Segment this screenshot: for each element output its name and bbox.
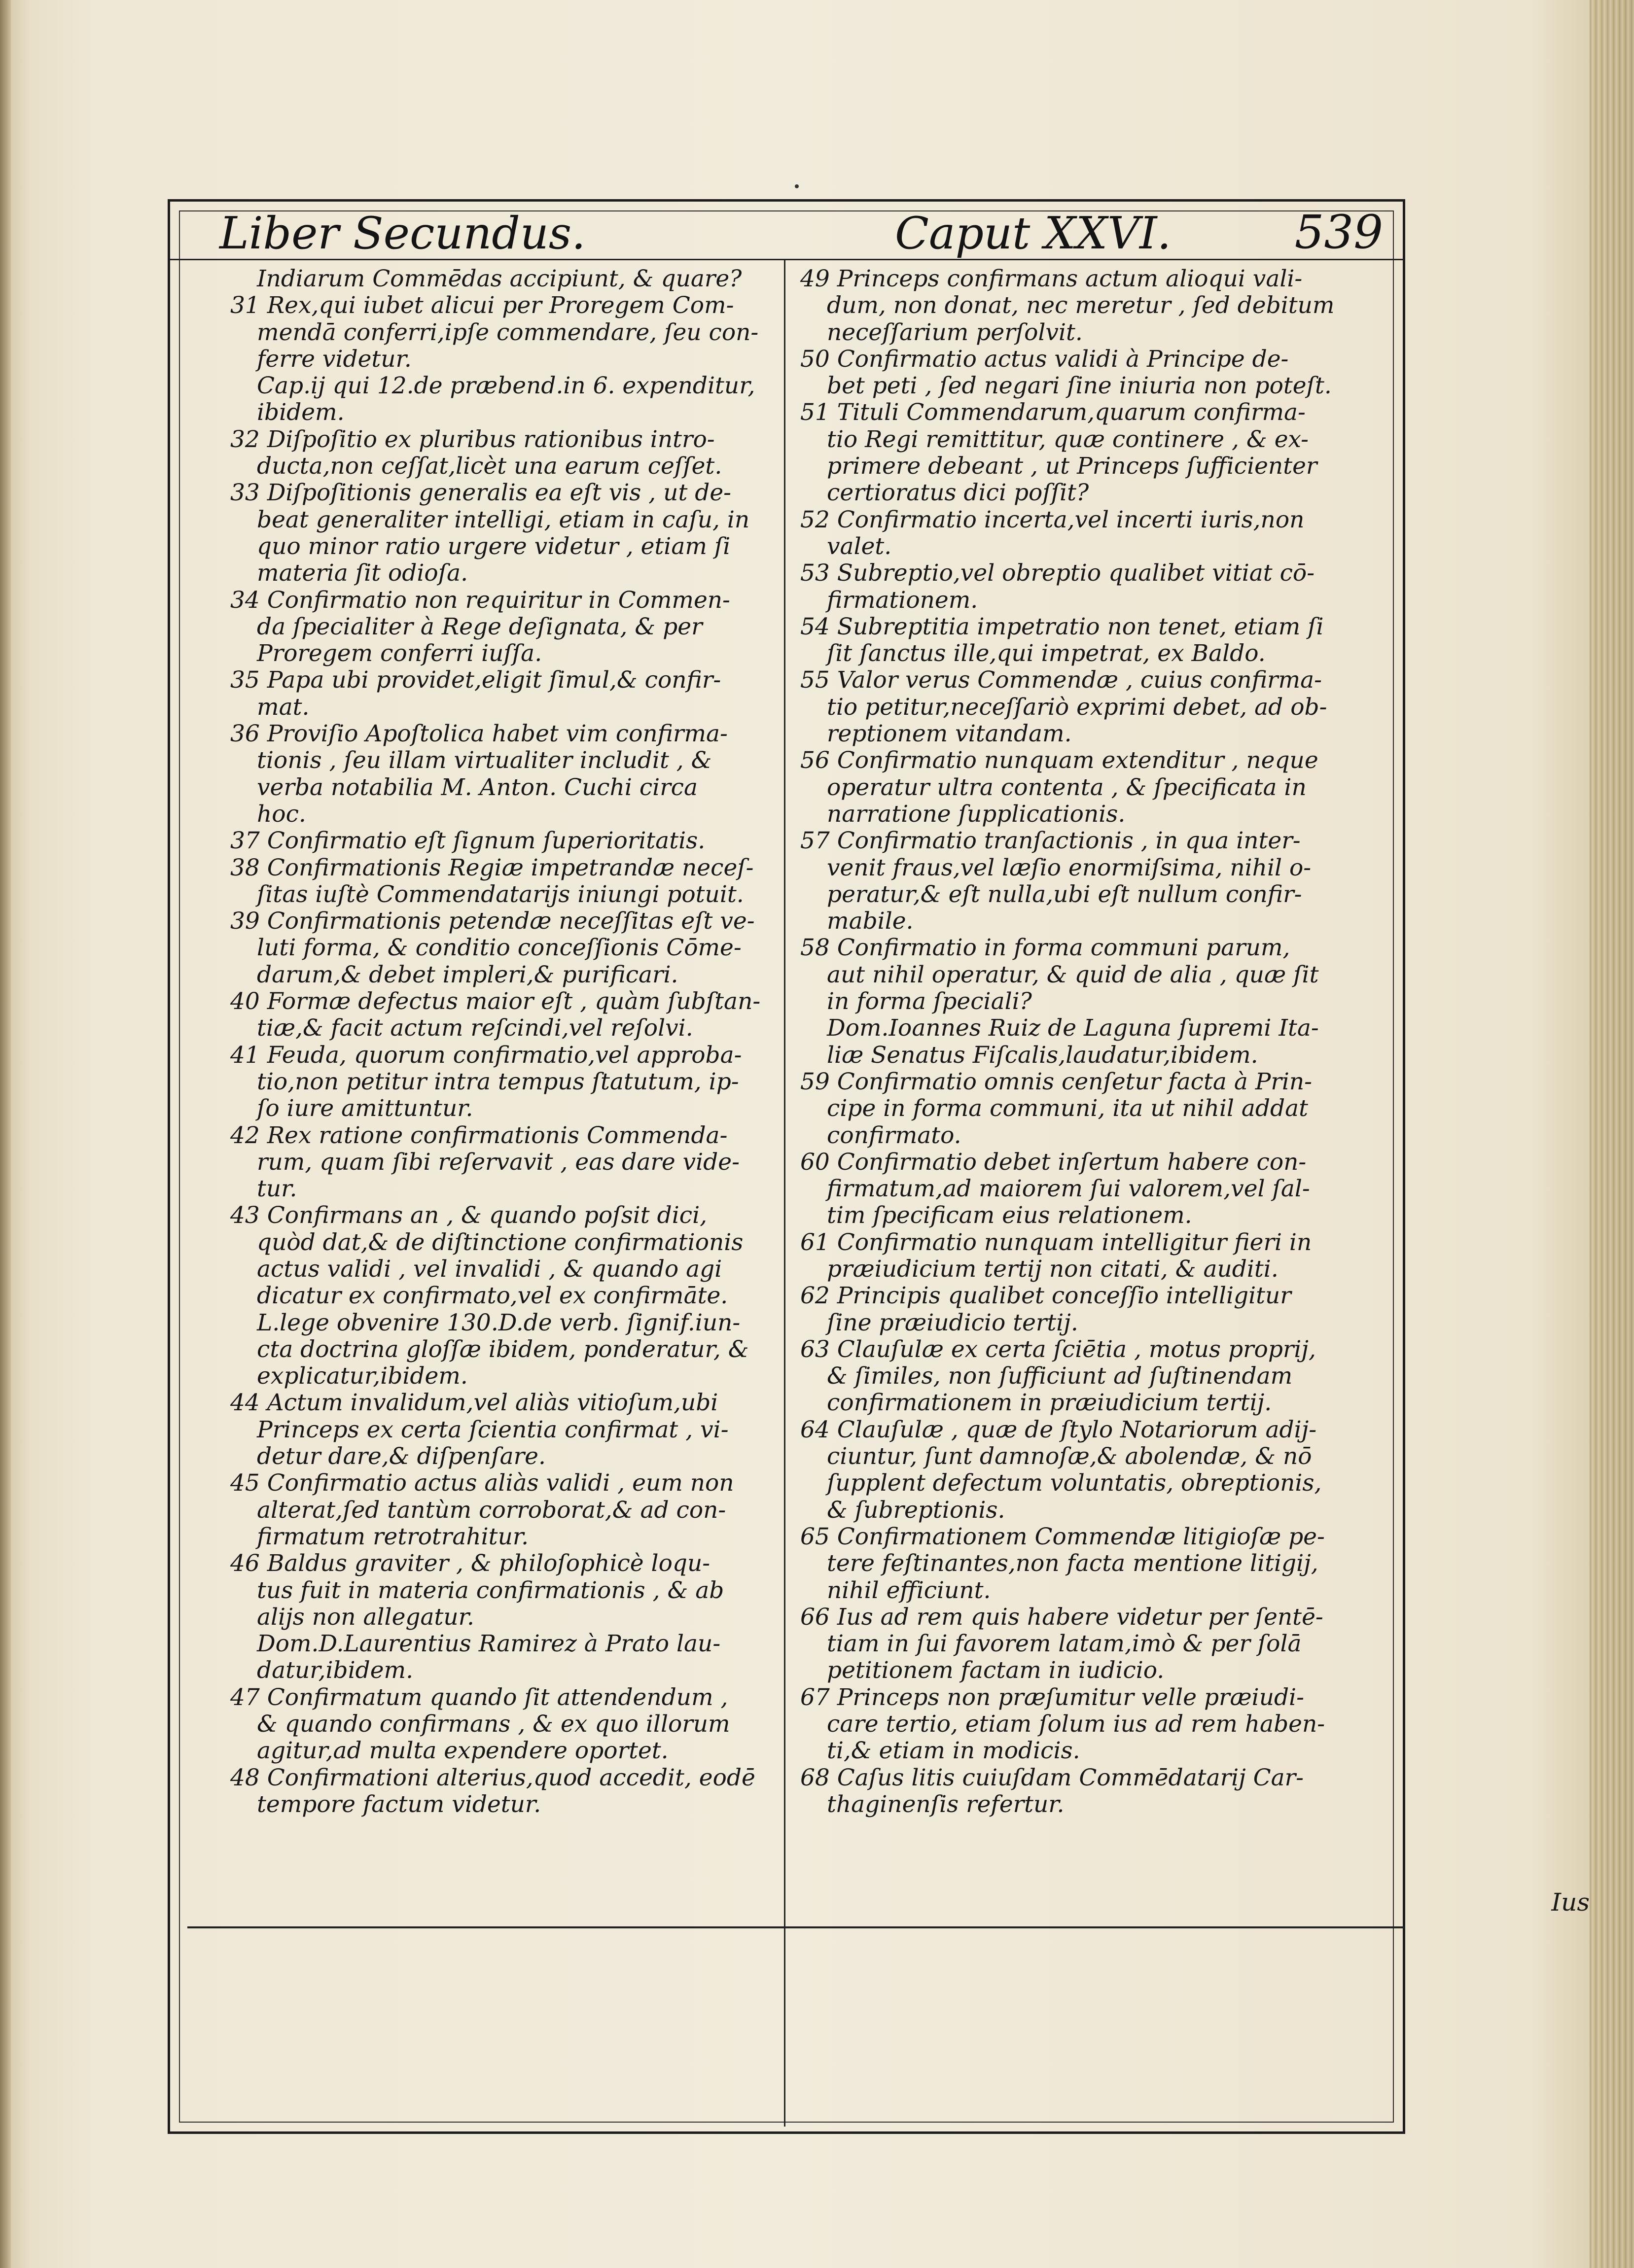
index-line: explicatur,ibidem. <box>257 1362 468 1390</box>
index-line: Dom.Ioannes Ruiz de Laguna ſupremi Ita- <box>827 1014 1319 1042</box>
index-line: 47 Confirmatum quando ſit attendendum , <box>230 1683 728 1711</box>
index-line: Princeps ex certa ſcientia confirmat , vi- <box>257 1416 729 1443</box>
printer-mark <box>795 184 799 188</box>
index-line: confirmationem in præiudicium tertij. <box>827 1389 1272 1417</box>
index-line: firmationem. <box>827 586 978 614</box>
index-line: rum, quam ſibi reſervavit , eas dare vide- <box>257 1148 740 1176</box>
index-line: 41 Feuda, quorum confirmatio,vel approba- <box>230 1041 742 1069</box>
index-line: care tertio, etiam ſolum ius ad rem haben- <box>827 1710 1325 1738</box>
index-line: L.lege obvenire 130.D.de verb. ſignif.iun- <box>257 1309 741 1336</box>
index-line: 32 Diſpoſitio ex pluribus rationibus intro- <box>230 425 715 453</box>
index-line: dicatur ex confirmato,vel ex confirmāte. <box>257 1282 728 1310</box>
index-line: firmatum,ad maiorem ſui valorem,vel ſal- <box>827 1175 1310 1203</box>
index-line: Dom.D.Laurentius Ramirez à Prato lau- <box>257 1630 721 1658</box>
index-line: 48 Confirmationi alterius,quod accedit, eodē <box>230 1764 755 1791</box>
index-line: ti,& etiam in modicis. <box>827 1737 1080 1765</box>
index-line: Indiarum Commēdas accipiunt, & quare? <box>257 265 742 292</box>
index-line: ſit ſanctus ille,qui impetrat, ex Baldo. <box>827 640 1266 667</box>
index-line: tim ſpecificam eius relationem. <box>827 1202 1192 1229</box>
index-line: 50 Confirmatio actus validi à Principe de- <box>800 345 1289 373</box>
index-line: ferre videtur. <box>257 345 412 373</box>
index-line: 33 Diſpoſitionis generalis ea eſt vis , ut de- <box>230 479 732 507</box>
index-line: aut nihil operatur, & quid de alia , quæ ſit <box>827 961 1319 988</box>
index-line: primere debeant , ut Princeps ſufficienter <box>827 453 1317 480</box>
index-line: 65 Confirmationem Commendæ litigioſæ pe- <box>800 1523 1325 1550</box>
index-line: petitionem factam in iudicio. <box>827 1657 1165 1684</box>
index-line: actus validi , vel invalidi , & quando agi <box>257 1255 722 1283</box>
index-line: 55 Valor verus Commendæ , cuius confirma- <box>800 666 1322 694</box>
index-line: 60 Confirmatio debet inſertum habere con- <box>800 1148 1307 1176</box>
index-line: nihil efficiunt. <box>827 1576 991 1604</box>
index-line: 66 Ius ad rem quis habere videtur per ſentē- <box>800 1603 1323 1631</box>
index-line: reptionem vitandam. <box>827 720 1072 748</box>
page-number: 539 <box>1294 206 1383 259</box>
column-divider <box>784 259 785 2127</box>
index-line: & ſimiles, non ſufficiunt ad ſuſtinendam <box>827 1362 1293 1390</box>
index-line: 63 Clauſulæ ex certa ſciētia , motus proprij, <box>800 1335 1316 1363</box>
index-line: alijs non allegatur. <box>257 1603 474 1631</box>
index-line: 59 Confirmatio omnis cenſetur facta à Prin- <box>800 1068 1313 1095</box>
index-line: mabile. <box>827 907 914 935</box>
index-line: quòd dat,& de diſtinctione confirmationis <box>257 1228 744 1256</box>
index-line: 39 Confirmationis petendæ neceſſitas eſt ve- <box>230 907 755 935</box>
index-line: 64 Clauſulæ , quæ de ſtylo Notariorum adij- <box>800 1416 1317 1443</box>
page-fore-edge <box>1590 0 1634 2268</box>
index-line: 42 Rex ratione confirmationis Commenda- <box>230 1121 728 1149</box>
index-line: 53 Subreptio,vel obreptio qualibet vitiat cō- <box>800 559 1315 587</box>
index-line: tio,non petitur intra tempus ſtatutum, ip- <box>257 1068 739 1095</box>
index-line: præiudicium tertij non citati, & auditi. <box>827 1255 1279 1283</box>
index-line: & quando confirmans , & ex quo illorum <box>257 1710 730 1738</box>
index-line: verba notabilia M. Anton. Cuchi circa <box>257 773 698 801</box>
index-line: 67 Princeps non præſumitur velle præiudi- <box>800 1683 1304 1711</box>
index-line: beat generaliter intelligi, etiam in caſu, in <box>257 506 750 533</box>
index-line: cipe in forma communi, ita ut nihil addat <box>827 1095 1308 1122</box>
index-line: 31 Rex,qui iubet alicui per Proregem Com- <box>230 292 734 319</box>
index-line: narratione ſupplicationis. <box>827 800 1126 828</box>
index-line: 56 Confirmatio nunquam extenditur , neque <box>800 747 1318 774</box>
index-line: 38 Confirmationis Regiæ impetrandæ neceſ- <box>230 854 754 881</box>
index-line: ciuntur, ſunt damnoſæ,& abolendæ, & nō <box>827 1443 1312 1470</box>
header-book-title: Liber Secundus. <box>219 208 586 259</box>
index-column-right <box>800 266 1377 1818</box>
index-line: materia ſit odioſa. <box>257 559 468 587</box>
index-line: 37 Confirmatio eſt ſignum ſuperioritatis. <box>230 827 706 855</box>
index-line: 45 Confirmatio actus aliàs validi , eum non <box>230 1469 734 1497</box>
index-line: ibidem. <box>257 399 345 426</box>
index-line: tiæ,& facit actum reſcindi,vel reſolvi. <box>257 1014 693 1042</box>
index-line: operatur ultra contenta , & ſpecificata in <box>827 773 1307 801</box>
index-line: 58 Confirmatio in forma communi parum, <box>800 934 1290 962</box>
index-line: peratur,& eſt nulla,ubi eſt nullum confir- <box>827 880 1302 908</box>
index-line: datur,ibidem. <box>257 1657 414 1684</box>
index-line: detur dare,& diſpenſare. <box>257 1443 546 1470</box>
index-line: & ſubreptionis. <box>827 1496 1005 1524</box>
index-line: alterat,ſed tantùm corroborat,& ad con- <box>257 1496 726 1524</box>
index-line: 49 Princeps confirmans actum alioqui vali- <box>800 265 1303 292</box>
index-line: 51 Tituli Commendarum,quarum confirma- <box>800 399 1306 426</box>
page-gutter-shadow <box>0 0 11 2268</box>
index-line: tio Regi remittitur, quæ continere , & ex- <box>827 425 1309 453</box>
index-line: certioratus dici poſſit? <box>827 479 1089 507</box>
index-line: darum,& debet impleri,& purificari. <box>257 961 678 988</box>
index-line: ſupplent defectum voluntatis, obreptionis, <box>827 1469 1322 1497</box>
index-line: mendā conferri,ipſe commendare, ſeu con- <box>257 318 759 346</box>
header-chapter-title: Caput XXVI. <box>895 208 1172 259</box>
index-line: da ſpecialiter à Rege deſignata, & per <box>257 613 703 640</box>
index-line: ſo iure amittuntur. <box>257 1095 473 1122</box>
index-line: ſitas iuſtè Commendatarijs iniungi potuit. <box>257 880 744 908</box>
index-line: 62 Principis qualibet conceſſio intelligitur <box>800 1282 1291 1310</box>
index-line: venit fraus,vel læſio enormiſsima, nihil o- <box>827 854 1312 881</box>
index-line: neceſſarium perſolvit. <box>827 318 1083 346</box>
index-line: in forma ſpeciali? <box>827 988 1032 1015</box>
index-line: hoc. <box>257 800 306 828</box>
index-line: agitur,ad multa expendere oportet. <box>257 1737 669 1765</box>
index-column-left <box>230 266 779 1818</box>
catchword: Ius <box>1551 1888 1590 1917</box>
index-line: 52 Confirmatio incerta,vel incerti iuris,non <box>800 506 1305 533</box>
index-line: bet peti , ſed negari ſine iniuria non poteſt. <box>827 372 1332 400</box>
index-line: firmatum retrotrahitur. <box>257 1523 529 1550</box>
index-line: tere feſtinantes,non facta mentione litigij, <box>827 1550 1318 1577</box>
index-line: confirmato. <box>827 1121 961 1149</box>
index-line: tiam in ſui favorem latam,imò & per ſolā <box>827 1630 1302 1658</box>
index-line: 44 Actum invalidum,vel aliàs vitioſum,ubi <box>230 1389 718 1417</box>
index-line: 61 Confirmatio nunquam intelligitur fieri in <box>800 1228 1312 1256</box>
bottom-rule <box>187 1926 1405 1928</box>
index-line: dum, non donat, nec meretur , ſed debitum <box>827 292 1335 319</box>
index-line: tio petitur,neceſſariò exprimi debet, ad ob- <box>827 693 1327 721</box>
index-line: mat. <box>257 693 310 721</box>
index-line: tionis , ſeu illam virtualiter includit , & <box>257 747 712 774</box>
index-line: 36 Proviſio Apoſtolica habet vim confirma- <box>230 720 728 748</box>
index-line: tempore factum videtur. <box>257 1790 541 1818</box>
index-line: 34 Confirmatio non requiritur in Commen- <box>230 586 730 614</box>
index-line: 35 Papa ubi providet,eligit ſimul,& confir- <box>230 666 721 694</box>
index-line: cta doctrina gloſſæ ibidem, ponderatur, & <box>257 1335 749 1363</box>
index-line: luti forma, & conditio conceſſionis Cōme- <box>257 934 742 962</box>
index-line: tus fuit in materia confirmationis , & ab <box>257 1576 724 1604</box>
index-line: 40 Formæ defectus maior eſt , quàm ſubſtan- <box>230 988 761 1015</box>
index-line: 43 Confirmans an , & quando poſsit dici, <box>230 1202 708 1229</box>
index-line: 68 Caſus litis cuiuſdam Commēdatarij Car- <box>800 1764 1304 1791</box>
running-header <box>170 202 1403 260</box>
index-line: ducta,non ceſſat,licèt una earum ceſſet. <box>257 453 722 480</box>
text-frame <box>168 199 1405 2134</box>
index-line: 46 Baldus graviter , & philoſophicè loqu- <box>230 1550 710 1577</box>
index-line: Proregem conferri iuſſa. <box>257 640 542 667</box>
index-line: valet. <box>827 532 892 560</box>
index-line: quo minor ratio urgere videtur , etiam ſi <box>257 532 731 560</box>
index-line: tur. <box>257 1175 297 1203</box>
index-line: liæ Senatus Fiſcalis,laudatur,ibidem. <box>827 1041 1258 1069</box>
index-line: Cap.ij qui 12.de præbend.in 6. expenditur, <box>257 372 755 400</box>
index-line: 54 Subreptitia impetratio non tenet, etiam ſi <box>800 613 1324 640</box>
index-line: ſine præiudicio tertij. <box>827 1309 1078 1336</box>
index-line: 57 Confirmatio tranſactionis , in qua inter- <box>800 827 1301 855</box>
index-line: thaginenſis refertur. <box>827 1790 1065 1818</box>
